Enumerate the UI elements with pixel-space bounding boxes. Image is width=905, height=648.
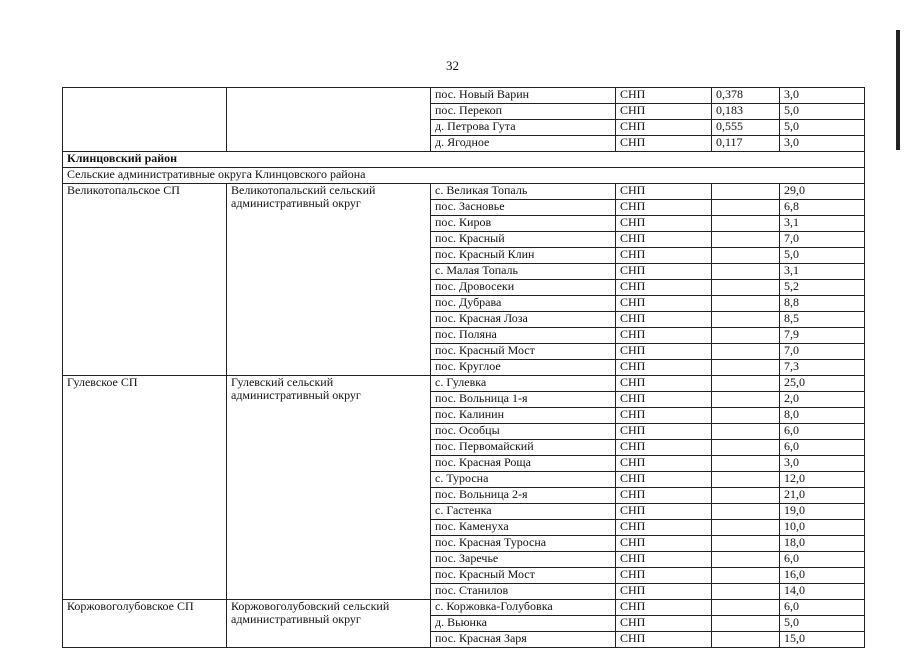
type-cell: СНП	[616, 184, 712, 200]
settlement-cell: пос. Красный Мост	[431, 344, 616, 360]
value1-cell	[712, 296, 780, 312]
value1-cell	[712, 376, 780, 392]
okrug-name: Гулевский сельский административный округ	[227, 376, 431, 600]
type-cell: СНП	[616, 536, 712, 552]
type-cell: СНП	[616, 584, 712, 600]
sp-name: Великотопальское СП	[63, 184, 227, 376]
sp-name: Коржовоголубовское СП	[63, 600, 227, 648]
value1-cell	[712, 392, 780, 408]
value2-cell: 8,8	[780, 296, 865, 312]
settlement-cell: д. Вьюнка	[431, 616, 616, 632]
type-cell: СНП	[616, 600, 712, 616]
type-cell: СНП	[616, 616, 712, 632]
value1-cell	[712, 568, 780, 584]
type-cell: СНП	[616, 104, 712, 120]
type-cell: СНП	[616, 296, 712, 312]
value1-cell	[712, 424, 780, 440]
type-cell: СНП	[616, 248, 712, 264]
type-cell: СНП	[616, 328, 712, 344]
type-cell: СНП	[616, 344, 712, 360]
value2-cell: 21,0	[780, 488, 865, 504]
settlement-cell: пос. Вольница 1-я	[431, 392, 616, 408]
value1-cell	[712, 600, 780, 616]
settlement-cell: с. Гастенка	[431, 504, 616, 520]
settlement-cell: пос. Заречье	[431, 552, 616, 568]
settlement-cell: с. Гулевка	[431, 376, 616, 392]
settlement-cell: с. Малая Топаль	[431, 264, 616, 280]
value2-cell: 16,0	[780, 568, 865, 584]
value1-cell	[712, 184, 780, 200]
value1-cell	[712, 328, 780, 344]
value2-cell: 5,0	[780, 104, 865, 120]
type-cell: СНП	[616, 200, 712, 216]
table-row	[63, 376, 865, 392]
type-cell: СНП	[616, 136, 712, 152]
okrug-cell	[227, 88, 431, 152]
settlement-cell: пос. Особцы	[431, 424, 616, 440]
value2-cell: 8,0	[780, 408, 865, 424]
value2-cell: 5,0	[780, 120, 865, 136]
value2-cell: 3,1	[780, 216, 865, 232]
value1-cell	[712, 488, 780, 504]
type-cell: СНП	[616, 360, 712, 376]
value2-cell: 25,0	[780, 376, 865, 392]
value1-cell	[712, 344, 780, 360]
district-heading: Клинцовский район	[63, 152, 865, 168]
type-cell: СНП	[616, 392, 712, 408]
value1-cell	[712, 408, 780, 424]
value2-cell: 6,8	[780, 200, 865, 216]
settlement-cell: пос. Дубрава	[431, 296, 616, 312]
type-cell: СНП	[616, 88, 712, 104]
value2-cell: 5,2	[780, 280, 865, 296]
value1-cell	[712, 264, 780, 280]
type-cell: СНП	[616, 552, 712, 568]
value1-cell	[712, 536, 780, 552]
settlement-cell: пос. Первомайский	[431, 440, 616, 456]
type-cell: СНП	[616, 504, 712, 520]
table-row	[63, 184, 865, 200]
settlement-cell: пос. Поляна	[431, 328, 616, 344]
type-cell: СНП	[616, 440, 712, 456]
settlement-cell: пос. Красная Роща	[431, 456, 616, 472]
type-cell: СНП	[616, 376, 712, 392]
value2-cell: 6,0	[780, 440, 865, 456]
district-heading-row	[63, 152, 865, 168]
settlement-cell: с. Коржовка-Голубовка	[431, 600, 616, 616]
value1-cell	[712, 312, 780, 328]
value2-cell: 5,0	[780, 248, 865, 264]
type-cell: СНП	[616, 280, 712, 296]
type-cell: СНП	[616, 424, 712, 440]
value2-cell: 8,5	[780, 312, 865, 328]
type-cell: СНП	[616, 216, 712, 232]
sp-name: Гулевское СП	[63, 376, 227, 600]
table-row	[63, 600, 865, 616]
value2-cell: 7,0	[780, 232, 865, 248]
value1-cell	[712, 616, 780, 632]
settlement-cell: пос. Киров	[431, 216, 616, 232]
value1-cell	[712, 232, 780, 248]
table-row	[63, 88, 865, 104]
value2-cell: 7,9	[780, 328, 865, 344]
settlement-cell: пос. Красная Туросна	[431, 536, 616, 552]
value1-cell	[712, 248, 780, 264]
settlement-cell: пос. Новый Варин	[431, 88, 616, 104]
value2-cell: 3,0	[780, 88, 865, 104]
value1-cell: 0,183	[712, 104, 780, 120]
okrug-name: Коржовоголубовский сельский административный округ	[227, 600, 431, 648]
value1-cell	[712, 472, 780, 488]
value2-cell: 14,0	[780, 584, 865, 600]
value2-cell: 6,0	[780, 552, 865, 568]
value2-cell: 10,0	[780, 520, 865, 536]
page-number: 32	[446, 58, 459, 73]
value1-cell	[712, 216, 780, 232]
value2-cell: 18,0	[780, 536, 865, 552]
value1-cell	[712, 200, 780, 216]
value1-cell: 0,117	[712, 136, 780, 152]
type-cell: СНП	[616, 264, 712, 280]
type-cell: СНП	[616, 456, 712, 472]
settlement-cell: с. Туросна	[431, 472, 616, 488]
subheading-row	[63, 168, 865, 184]
settlement-cell: пос. Каменуха	[431, 520, 616, 536]
type-cell: СНП	[616, 632, 712, 648]
value1-cell	[712, 520, 780, 536]
settlement-cell: пос. Круглое	[431, 360, 616, 376]
settlement-cell: с. Великая Топаль	[431, 184, 616, 200]
settlement-cell: пос. Вольница 2-я	[431, 488, 616, 504]
settlement-cell: пос. Дровосеки	[431, 280, 616, 296]
value2-cell: 15,0	[780, 632, 865, 648]
value2-cell: 19,0	[780, 504, 865, 520]
settlement-cell: д. Петрова Гута	[431, 120, 616, 136]
settlement-cell: пос. Красный Клин	[431, 248, 616, 264]
value1-cell	[712, 552, 780, 568]
type-cell: СНП	[616, 568, 712, 584]
value1-cell	[712, 456, 780, 472]
value2-cell: 12,0	[780, 472, 865, 488]
value2-cell: 3,0	[780, 456, 865, 472]
settlement-cell: пос. Красный	[431, 232, 616, 248]
value1-cell	[712, 360, 780, 376]
value2-cell: 7,3	[780, 360, 865, 376]
settlement-cell: пос. Засновье	[431, 200, 616, 216]
type-cell: СНП	[616, 232, 712, 248]
type-cell: СНП	[616, 120, 712, 136]
settlement-cell: пос. Станилов	[431, 584, 616, 600]
scan-edge-mark	[896, 30, 900, 150]
settlement-cell: пос. Перекоп	[431, 104, 616, 120]
settlement-cell: пос. Красная Лоза	[431, 312, 616, 328]
settlement-cell: д. Ягодное	[431, 136, 616, 152]
value2-cell: 6,0	[780, 600, 865, 616]
value2-cell: 29,0	[780, 184, 865, 200]
sp-cell	[63, 88, 227, 152]
value2-cell: 3,0	[780, 136, 865, 152]
value2-cell: 6,0	[780, 424, 865, 440]
value1-cell	[712, 584, 780, 600]
okrug-name: Великотопальский сельский административный округ	[227, 184, 431, 376]
type-cell: СНП	[616, 312, 712, 328]
settlement-cell: пос. Красная Заря	[431, 632, 616, 648]
subheading: Сельские административные округа Клинцовского района	[63, 168, 865, 184]
settlement-cell: пос. Калинин	[431, 408, 616, 424]
value2-cell: 3,1	[780, 264, 865, 280]
value1-cell: 0,555	[712, 120, 780, 136]
value1-cell	[712, 280, 780, 296]
type-cell: СНП	[616, 472, 712, 488]
value1-cell: 0,378	[712, 88, 780, 104]
type-cell: СНП	[616, 520, 712, 536]
settlements-table	[62, 87, 865, 648]
value2-cell: 7,0	[780, 344, 865, 360]
type-cell: СНП	[616, 408, 712, 424]
value1-cell	[712, 504, 780, 520]
settlement-cell: пос. Красный Мост	[431, 568, 616, 584]
type-cell: СНП	[616, 488, 712, 504]
value2-cell: 2,0	[780, 392, 865, 408]
value2-cell: 5,0	[780, 616, 865, 632]
value1-cell	[712, 440, 780, 456]
